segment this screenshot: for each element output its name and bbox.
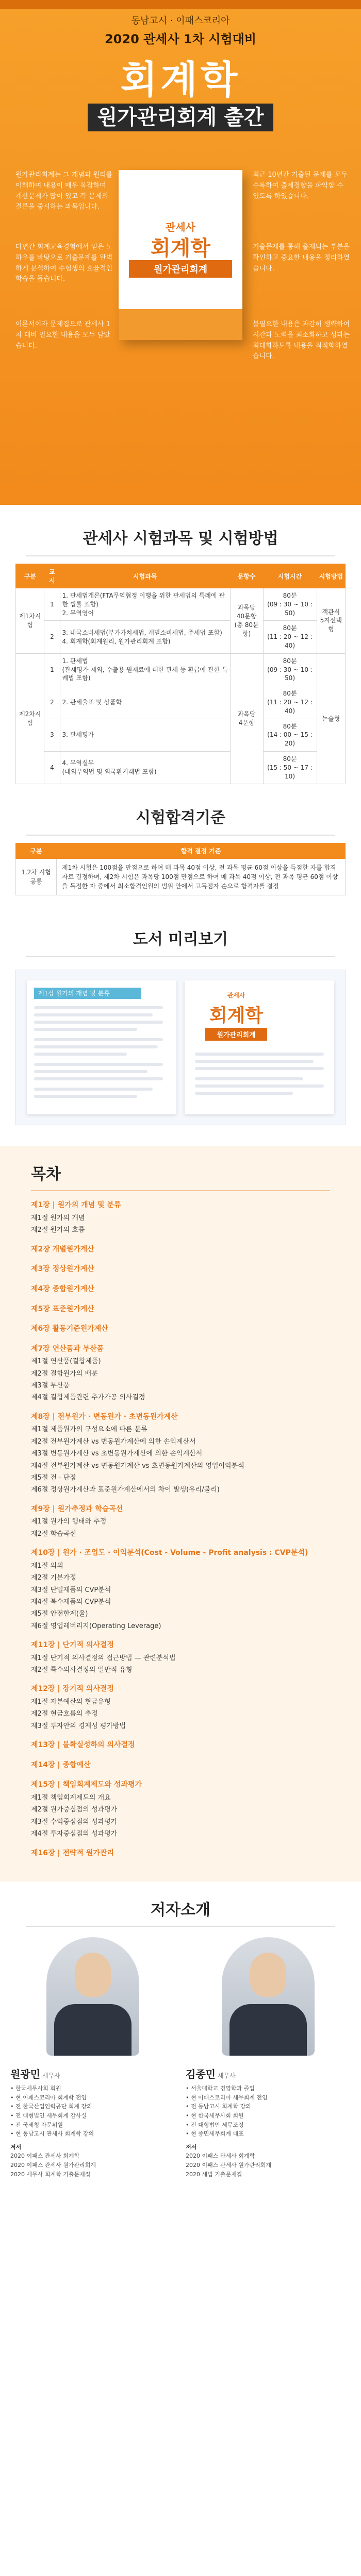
toc-group (0, 1638, 361, 1676)
toc-section-item: 제4절 전부원가계산 vs 변동원가계산 vs 초변동원가계산의 영업이익분석 (31, 1462, 244, 1470)
table-row (16, 686, 346, 719)
text-line (34, 1077, 163, 1080)
toc-section-item: 제1절 책임회계제도의 개요 (31, 1794, 111, 1802)
author-bio-item: • 현 이패스코리아 세무회계 전임 (186, 2094, 268, 2101)
toc-group (0, 1846, 361, 1860)
preview-page-right (185, 980, 334, 1114)
hero-title-line2-text: 원가관리회계 출간 (88, 104, 273, 131)
preview-section (0, 895, 361, 1125)
text-line (34, 1095, 137, 1098)
author-bio-item: • 전 국세청 자문위원 (10, 2121, 63, 2128)
preview-page-left (27, 980, 176, 1114)
exam-col-header: 문항수 (230, 564, 263, 588)
toc-group (0, 1322, 361, 1336)
publisher-label: 동남고시 · 이패스코리아 (131, 15, 230, 26)
toc-section (0, 1146, 361, 1882)
author-books-heading: 저서 (186, 2143, 197, 2150)
author-bio-item: • 전 한국산업인력공단 회계 강의 (10, 2103, 92, 2110)
toc-section-item: 제3절 변동원가계산 vs 초변동원가계산에 의한 손익계산서 (31, 1450, 203, 1458)
preview-left-header: 제1장 원가의 개념 및 분류 (34, 988, 141, 999)
table-row (16, 751, 346, 784)
author-bio (10, 2084, 175, 2179)
toc-section-item: 제2절 결합원가의 배분 (31, 1369, 98, 1378)
toc-group (0, 1410, 361, 1496)
text-line (195, 1084, 324, 1088)
toc-section-item: 제2절 전부원가계산 vs 변동원가계산에 의한 손익계산서 (31, 1437, 196, 1446)
toc-chapter: 제12장 | 장기적 의사결정 (31, 1685, 114, 1693)
exam-method-cell: 논술형 (317, 653, 345, 784)
author-bio-item: • 현 종민세무회계 대표 (186, 2130, 244, 2138)
hero-title: 회계학 (120, 58, 241, 102)
text-line (195, 1077, 303, 1080)
exam-subject-cell: 4. 무역실무 (대외무역법 및 외국환거래법 포함) (60, 751, 230, 784)
toc-chapter: 제8장 | 전부원가 · 변동원가 · 초변동원가계산 (31, 1412, 178, 1421)
toc-section-item: 제5절 안전한계(율) (31, 1610, 88, 1618)
author-role: 세무사 (217, 2072, 236, 2080)
exam-subject-cell: 2. 관세율표 및 상품학 (60, 686, 230, 719)
pass-text-cell: 제1차 시험은 100점을 만점으로 하여 매 과목 40점 이상, 전 과목 평균 60점 이상을 득점한 자를 합격자로 결정하며, 제2차 시험은 과목당 100점 만점으로 하여 매 과목 40점 이상, 전 과목 평균 60점 이상을 득점한 자 중에서 최소합격인원의 범위 안에서 고득점자 순으로 합격자를 결정 (57, 859, 346, 895)
exam-period-cell: 2 (44, 686, 60, 719)
author-name-line (186, 2066, 351, 2081)
toc-group (0, 1758, 361, 1772)
author-role: 세무사 (42, 2072, 60, 2080)
avatar-suit (229, 2004, 307, 2056)
book-cover-bottom (119, 309, 242, 340)
author-bio-item: • 전 동남고시 회계학 강의 (186, 2103, 251, 2110)
book-cover-top (119, 170, 242, 206)
hero-note-left-1: 원가관리회계는 그 개념과 원리를 이해하며 내용이 매우 복잡하며 계산문제가 많이 있고 각 문제의 결론을 중시하는 과목입니다. (15, 171, 113, 211)
exam-subject-cell: 3. 관세평가 (60, 719, 230, 751)
text-line (195, 1053, 324, 1056)
toc-title: 목차 (31, 1165, 61, 1184)
toc-group (0, 1243, 361, 1257)
exam-section-title: 관세사 시험과목 및 시험방법 (83, 530, 278, 548)
author-bio (186, 2084, 351, 2179)
toc-section-item: 제1절 의의 (31, 1562, 63, 1570)
exam-table (15, 564, 346, 784)
toc-divider (31, 1190, 330, 1191)
text-line (195, 1067, 324, 1070)
toc-chapter: 제15장 | 책임회계제도와 성과평가 (31, 1781, 142, 1789)
toc-group (0, 1778, 361, 1840)
toc-chapter: 제9장 | 원가추정과 학습곡선 (31, 1504, 123, 1513)
toc-section-item: 제1절 원가의 행태와 추정 (31, 1518, 107, 1526)
pass-col-header: 구분 (16, 843, 57, 859)
exam-time-cell: 80분 (15 : 50 ~ 17 : 10) (263, 751, 317, 784)
text-line (34, 1045, 158, 1048)
avatar-face (75, 1953, 111, 1997)
toc-section-item: 제2절 기본가정 (31, 1574, 76, 1582)
exam-period-cell: 1 (44, 588, 60, 621)
exam-method-cell: 객관식 5지선택형 (317, 588, 345, 654)
text-line (34, 1088, 153, 1091)
preview-section-title: 도서 미리보기 (133, 930, 228, 949)
exam-time-cell: 80분 (11 : 20 ~ 12 : 40) (263, 686, 317, 719)
author-name: 김종민 (186, 2068, 216, 2081)
book-cover-subtitle: 원가관리회계 (129, 260, 232, 278)
toc-section-item: 제2절 현금흐름의 추정 (31, 1710, 98, 1718)
preview-image (15, 970, 346, 1125)
author-bio-item: • 전 대형법인 세무회계 감사실 (10, 2112, 87, 2119)
text-line (34, 1063, 163, 1066)
toc-section-item: 제4절 복수제품의 CVP분석 (31, 1598, 111, 1606)
avatar-face (250, 1953, 286, 1997)
toc-section-item: 제2절 원가중심점의 성과평가 (31, 1806, 118, 1814)
authors-divider (26, 1926, 335, 1927)
text-line (195, 1060, 314, 1063)
pass-section (0, 784, 361, 895)
toc-group (0, 1342, 361, 1404)
pass-divider (26, 835, 335, 836)
toc-chapter: 제10장 | 원가 · 조업도 · 이익분석(Cost - Volume - Profit analysis : CVP분석) (31, 1549, 308, 1557)
exam-subject-cell: 1. 관세법 (관세평가 제외, 수출용 원재료에 대한 관세 등 환급에 관한 특례법 포함) (60, 653, 230, 686)
author-book-item: 2020 이패스 관세사 원가관리회계 (186, 2161, 271, 2168)
text-line (34, 1038, 163, 1041)
exam-table-header-row (16, 564, 346, 588)
exam-divider (26, 555, 335, 556)
exam-col-header: 시험과목 (60, 564, 230, 588)
toc-chapter: 제16장 | 전략적 원가관리 (31, 1849, 114, 1857)
author-bio-item: • 현 동남고시 관세사 회계학 강의 (10, 2130, 94, 2138)
exam-subject-cell: 1. 관세법개론(FTA무역협정 이행을 위한 관세법의 특례에 관한 법률 포함) 2. 무역영어 (60, 588, 230, 621)
authors-section (0, 1882, 361, 2324)
exam-period-cell: 3 (44, 719, 60, 751)
preview-cover-label: 관세사 (227, 992, 245, 999)
author-name-line (10, 2066, 175, 2081)
toc-group (0, 1682, 361, 1732)
pass-label-cell: 1,2차 시험 공통 (16, 859, 57, 895)
toc-section-item: 제3절 단일제품의 CVP분석 (31, 1586, 111, 1594)
avatar (46, 1937, 139, 2056)
hero-note-left-2: 다년간 회계교육경험에서 얻은 노하우를 바탕으로 기출문제를 완벽하게 분석하여 수험생의 효율적인 학습을 돕습니다. (15, 243, 113, 283)
text-line (34, 1021, 163, 1024)
toc-group (0, 1546, 361, 1632)
hero-subtitle: 2020 관세사 1차 시험대비 (104, 32, 257, 46)
author-book-item: 2020 이패스 관세사 원가관리회계 (10, 2161, 96, 2168)
hero-top-band (0, 0, 361, 9)
preview-divider (26, 956, 335, 957)
text-line (195, 1092, 293, 1095)
toc-section-item: 제2절 원가의 흐름 (31, 1226, 85, 1234)
toc-group (0, 1282, 361, 1296)
author-book-item: 2020 이패스 관세사 회계학 (186, 2153, 255, 2160)
table-row (16, 588, 346, 621)
hero-note-left-3: 이론서이자 문제집으로 관세사 1차 대비 필요한 내용을 모두 담았습니다. (15, 320, 110, 350)
exam-time-cell: 80분 (09 : 30 ~ 10 : 50) (263, 588, 317, 621)
toc-chapter: 제6장 활동기준원가계산 (31, 1325, 108, 1333)
hero-note-right-2: 기출문제를 통해 출제되는 부분을 확인하고 중요한 내용을 정리하였습니다. (253, 243, 350, 273)
toc-group (0, 1302, 361, 1316)
toc-section-item: 제1절 자본예산의 현금유형 (31, 1698, 111, 1706)
hero-note-right-3: 불필요한 내용은 과감히 생략하여 시간과 노력을 최소화하고 성과는 최대화하도록 내용을 최적화하였습니다. (253, 320, 350, 361)
toc-section-item: 제3절 부산품 (31, 1382, 70, 1390)
toc-section-item: 제1절 제품원가의 구성요소에 따른 분류 (31, 1426, 147, 1434)
avatar-suit (54, 2004, 132, 2056)
text-line (34, 1013, 153, 1016)
toc-chapter: 제4장 종합원가계산 (31, 1284, 94, 1293)
table-row (16, 719, 346, 751)
toc-section-item: 제3절 투자안의 경제성 평가방법 (31, 1722, 126, 1730)
book-cover-label: 관세사 (166, 221, 195, 233)
toc-chapter: 제13장 | 불확실성하의 의사결정 (31, 1741, 135, 1750)
exam-col-header: 교시 (44, 564, 60, 588)
toc-list (0, 1198, 361, 1860)
exam-count-cell: 과목당 4문항 (230, 653, 263, 784)
toc-section-item: 제6절 영업레버리지(Operating Leverage) (31, 1622, 161, 1630)
toc-chapter: 제2장 개별원가계산 (31, 1245, 94, 1253)
toc-section-item: 제6절 정상원가계산과 표준원가계산에서의 차이 발생(유리/불리) (31, 1486, 220, 1494)
toc-group (0, 1738, 361, 1752)
preview-cover-subtitle: 원가관리회계 (205, 1028, 267, 1041)
exam-time-cell: 80분 (11 : 20 ~ 12 : 40) (263, 621, 317, 653)
author-bio-item: • 현 이패스코리아 회계학 전임 (10, 2094, 87, 2101)
exam-category-cell: 제1차시험 (16, 588, 44, 654)
author-bio-item: • 한국세무사회 회원 (10, 2085, 61, 2092)
toc-section-item: 제2절 학습곡선 (31, 1530, 76, 1538)
author-bio-item: • 서울대학교 경영학과 졸업 (186, 2085, 255, 2092)
text-line (34, 1070, 147, 1073)
author-card (10, 1937, 175, 2298)
author-card (186, 1937, 351, 2298)
book-cover-image (119, 170, 242, 340)
exam-category-cell: 제2차시험 (16, 653, 44, 784)
toc-section-item: 제2절 특수의사결정의 일반적 유형 (31, 1666, 133, 1674)
author-name: 원광민 (10, 2068, 40, 2081)
toc-chapter: 제1장 | 원가의 개념 및 분류 (31, 1201, 121, 1210)
exam-col-header: 시험방법 (317, 564, 345, 588)
table-row (16, 653, 346, 686)
exam-period-cell: 4 (44, 751, 60, 784)
authors-title: 저자소개 (151, 1901, 210, 1920)
hero-banner (0, 0, 361, 505)
toc-chapter: 제7장 연산품과 부산품 (31, 1344, 104, 1353)
author-books-heading: 저서 (10, 2143, 22, 2150)
table-row (16, 859, 346, 895)
book-cover-title: 회계학 (151, 236, 210, 260)
author-book-item: 2020 세무사 회계학 기출문제집 (10, 2171, 91, 2178)
pass-table-header-row (16, 843, 346, 859)
table-row (16, 621, 346, 653)
exam-period-cell: 1 (44, 653, 60, 686)
text-line (34, 1028, 137, 1031)
author-bio-item: • 현 한국세무사회 회원 (186, 2112, 244, 2119)
author-book-item: 2020 이패스 관세사 회계학 (10, 2153, 80, 2160)
toc-section-item: 제4절 결합제품관련 추가가공 의사결정 (31, 1394, 145, 1402)
toc-section-item: 제1절 연산품(결합제품) (31, 1358, 101, 1366)
exam-col-header: 시험시간 (263, 564, 317, 588)
exam-time-cell: 80분 (09 : 30 ~ 10 : 50) (263, 653, 317, 686)
toc-section-item: 제1절 원가의 개념 (31, 1214, 85, 1222)
pass-table (15, 843, 346, 895)
toc-chapter: 제14장 | 종합예산 (31, 1760, 91, 1769)
text-line (34, 1053, 127, 1056)
text-line (34, 1006, 163, 1009)
author-book-item: 2020 세법 기출문제집 (186, 2171, 242, 2178)
toc-group (0, 1502, 361, 1540)
pass-col-header: 합격 결정 기준 (57, 843, 346, 859)
preview-cover-title: 회계학 (209, 1005, 264, 1027)
toc-chapter: 제11장 | 단기적 의사결정 (31, 1641, 114, 1650)
hero-title-line2 (0, 101, 361, 130)
author-bio-item: • 전 대형법인 세무조정 (186, 2121, 244, 2128)
toc-section-item: 제4절 투자중심점의 성과평가 (31, 1830, 118, 1838)
authors-row (0, 1937, 361, 2308)
toc-section-item: 제1절 단기적 의사결정의 접근방법 — 관련분석법 (31, 1654, 176, 1662)
pass-section-title: 시험합격기준 (136, 809, 225, 827)
exam-col-header: 구분 (16, 564, 44, 588)
exam-time-cell: 80분 (14 : 00 ~ 15 : 20) (263, 719, 317, 751)
toc-section-item: 제3절 수익중심점의 성과평가 (31, 1818, 118, 1826)
toc-section-item: 제5절 전 · 단점 (31, 1474, 76, 1482)
hero-note-right-1: 최근 10년간 기출된 문제를 모두 수록하여 출제경향을 파악할 수 있도록 하였습니다. (253, 171, 348, 200)
toc-group (0, 1198, 361, 1236)
avatar (222, 1937, 315, 2056)
toc-group (0, 1262, 361, 1276)
exam-section (0, 505, 361, 784)
toc-chapter: 제5장 표준원가계산 (31, 1304, 94, 1313)
exam-period-cell: 2 (44, 621, 60, 653)
exam-count-cell: 과목당 40문항 (총 80문항) (230, 588, 263, 654)
exam-subject-cell: 3. 내국소비세법(부가가치세법, 개별소비세법, 주세법 포함) 4. 회계학(회계원리, 원가관리회계 포함) (60, 621, 230, 653)
toc-chapter: 제3장 정상원가계산 (31, 1265, 94, 1274)
